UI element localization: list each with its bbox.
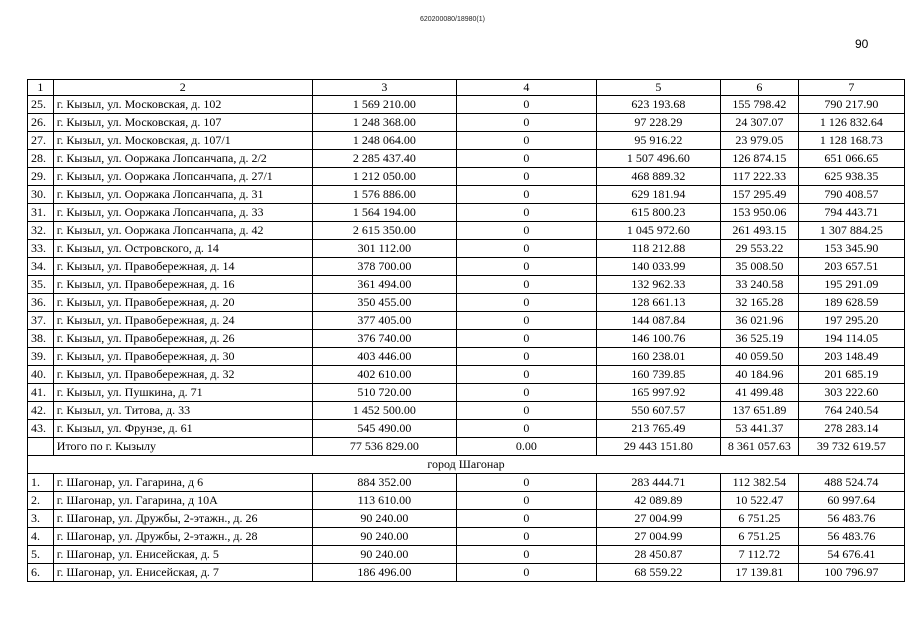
table-cell: 0 xyxy=(456,168,596,186)
table-cell: 10 522.47 xyxy=(721,492,799,510)
total-row xyxy=(28,438,905,456)
table-row xyxy=(28,312,905,330)
table-cell: г. Кызыл, ул. Правобережная, д. 32 xyxy=(53,366,312,384)
table-cell: 201 685.19 xyxy=(798,366,904,384)
table-cell: 144 087.84 xyxy=(596,312,720,330)
table-cell: 33. xyxy=(28,240,54,258)
table-cell: 1. xyxy=(28,474,54,492)
table-cell: 26. xyxy=(28,114,54,132)
table-cell: 550 607.57 xyxy=(596,402,720,420)
table-row xyxy=(28,474,905,492)
table-cell: 377 405.00 xyxy=(312,312,456,330)
table-cell: 30. xyxy=(28,186,54,204)
table-cell: 27. xyxy=(28,132,54,150)
table-cell: 155 798.42 xyxy=(721,96,799,114)
table-cell: 0 xyxy=(456,384,596,402)
table-cell: 0 xyxy=(456,96,596,114)
table-cell: г. Кызыл, ул. Московская, д. 107 xyxy=(53,114,312,132)
table-cell: 117 222.33 xyxy=(721,168,799,186)
table-cell: 1 248 368.00 xyxy=(312,114,456,132)
table-cell: 36 525.19 xyxy=(721,330,799,348)
table-cell: 36 021.96 xyxy=(721,312,799,330)
table-cell: 6 751.25 xyxy=(721,510,799,528)
table-row xyxy=(28,222,905,240)
table-row xyxy=(28,528,905,546)
table-cell: 126 874.15 xyxy=(721,150,799,168)
table-cell: 0 xyxy=(456,564,596,582)
table-cell xyxy=(28,438,54,456)
page-number: 90 xyxy=(855,37,869,51)
table-cell: 97 228.29 xyxy=(596,114,720,132)
table-cell: г. Кызыл, ул. Правобережная, д. 26 xyxy=(53,330,312,348)
table-cell: 40 184.96 xyxy=(721,366,799,384)
table-cell: г. Шагонар, ул. Гагарина, д 6 xyxy=(53,474,312,492)
table-cell: 137 651.89 xyxy=(721,402,799,420)
table-cell: 153 950.06 xyxy=(721,204,799,222)
table-cell: 29 553.22 xyxy=(721,240,799,258)
table-cell: 1 569 210.00 xyxy=(312,96,456,114)
table-row xyxy=(28,348,905,366)
table-cell: г. Кызыл, ул. Титова, д. 33 xyxy=(53,402,312,420)
table-cell: 38. xyxy=(28,330,54,348)
table-cell: г. Кызыл, ул. Ооржака Лопсанчапа, д. 27/1 xyxy=(53,168,312,186)
table-cell: 153 345.90 xyxy=(798,240,904,258)
table-cell: 361 494.00 xyxy=(312,276,456,294)
table-cell: 510 720.00 xyxy=(312,384,456,402)
table-cell: 3. xyxy=(28,510,54,528)
table-row xyxy=(28,402,905,420)
table-row xyxy=(28,240,905,258)
table-cell: 17 139.81 xyxy=(721,564,799,582)
table-cell: 283 444.71 xyxy=(596,474,720,492)
table-row xyxy=(28,330,905,348)
table-cell: г. Кызыл, ул. Правобережная, д. 20 xyxy=(53,294,312,312)
table-cell: 6 751.25 xyxy=(721,528,799,546)
table-cell: 56 483.76 xyxy=(798,528,904,546)
table-cell: 0 xyxy=(456,546,596,564)
table-cell: 1 452 500.00 xyxy=(312,402,456,420)
table-row xyxy=(28,150,905,168)
table-cell: 165 997.92 xyxy=(596,384,720,402)
table-cell: 40. xyxy=(28,366,54,384)
table-cell: 0 xyxy=(456,366,596,384)
table-cell: 1 307 884.25 xyxy=(798,222,904,240)
table-cell: г. Кызыл, ул. Островского, д. 14 xyxy=(53,240,312,258)
table-cell: 77 536 829.00 xyxy=(312,438,456,456)
table-row xyxy=(28,294,905,312)
table-cell: 301 112.00 xyxy=(312,240,456,258)
table-cell: 0 xyxy=(456,222,596,240)
table-cell: 1 212 050.00 xyxy=(312,168,456,186)
table-cell: 39. xyxy=(28,348,54,366)
table-cell: 0 xyxy=(456,276,596,294)
table-cell: 2. xyxy=(28,492,54,510)
table-cell: 278 283.14 xyxy=(798,420,904,438)
table-row xyxy=(28,258,905,276)
table-cell: 4. xyxy=(28,528,54,546)
table-cell: 28 450.87 xyxy=(596,546,720,564)
table-cell: 0 xyxy=(456,330,596,348)
table-cell: 29. xyxy=(28,168,54,186)
table-cell: 790 408.57 xyxy=(798,186,904,204)
table-cell: 23 979.05 xyxy=(721,132,799,150)
table-cell: 132 962.33 xyxy=(596,276,720,294)
table-cell: г. Кызыл, ул. Ооржака Лопсанчапа, д. 33 xyxy=(53,204,312,222)
table-row xyxy=(28,564,905,582)
table-cell: г. Кызыл, ул. Ооржака Лопсанчапа, д. 2/2 xyxy=(53,150,312,168)
table-cell: 1 xyxy=(28,80,54,96)
table-cell: 189 628.59 xyxy=(798,294,904,312)
table-cell: 41 499.48 xyxy=(721,384,799,402)
table-cell: г. Кызыл, ул. Ооржака Лопсанчапа, д. 42 xyxy=(53,222,312,240)
table-row xyxy=(28,384,905,402)
table-cell: 29 443 151.80 xyxy=(596,438,720,456)
table-cell: 794 443.71 xyxy=(798,204,904,222)
table-cell: 27 004.99 xyxy=(596,510,720,528)
table-cell: 31. xyxy=(28,204,54,222)
table-cell: 1 128 168.73 xyxy=(798,132,904,150)
table-cell: 32 165.28 xyxy=(721,294,799,312)
table-row xyxy=(28,96,905,114)
table-cell: 1 564 194.00 xyxy=(312,204,456,222)
table-cell: 0 xyxy=(456,492,596,510)
table-cell: 7 xyxy=(798,80,904,96)
table-cell: 625 938.35 xyxy=(798,168,904,186)
table-cell: 545 490.00 xyxy=(312,420,456,438)
table-row xyxy=(28,366,905,384)
table-cell: 7 112.72 xyxy=(721,546,799,564)
table-cell: 0 xyxy=(456,312,596,330)
table-cell: г. Кызыл, ул. Ооржака Лопсанчапа, д. 31 xyxy=(53,186,312,204)
table-row xyxy=(28,420,905,438)
table-cell: 651 066.65 xyxy=(798,150,904,168)
table-cell: 60 997.64 xyxy=(798,492,904,510)
table-cell: 43. xyxy=(28,420,54,438)
table-cell: 1 126 832.64 xyxy=(798,114,904,132)
document-code: 620200080/18980(1) xyxy=(419,16,485,23)
table-cell: 140 033.99 xyxy=(596,258,720,276)
table-cell: 118 212.88 xyxy=(596,240,720,258)
table-row xyxy=(28,546,905,564)
table-cell: 2 285 437.40 xyxy=(312,150,456,168)
table-cell: 194 114.05 xyxy=(798,330,904,348)
table-cell: 90 240.00 xyxy=(312,528,456,546)
table-cell: 764 240.54 xyxy=(798,402,904,420)
table-cell: 90 240.00 xyxy=(312,546,456,564)
table-cell: 6 xyxy=(721,80,799,96)
table-cell: 0 xyxy=(456,150,596,168)
table-cell: 790 217.90 xyxy=(798,96,904,114)
table-cell: 0 xyxy=(456,204,596,222)
table-row xyxy=(28,132,905,150)
table-cell: 0 xyxy=(456,240,596,258)
table-header-row xyxy=(28,80,905,96)
table-cell: 195 291.09 xyxy=(798,276,904,294)
table-cell: 350 455.00 xyxy=(312,294,456,312)
table-cell: 1 507 496.60 xyxy=(596,150,720,168)
table-cell: 39 732 619.57 xyxy=(798,438,904,456)
table-cell: 37. xyxy=(28,312,54,330)
table-cell: 488 524.74 xyxy=(798,474,904,492)
table-cell: г. Кызыл, ул. Правобережная, д. 30 xyxy=(53,348,312,366)
section-title-row xyxy=(28,456,905,474)
table-cell: 0.00 xyxy=(456,438,596,456)
table-cell: 403 446.00 xyxy=(312,348,456,366)
table-cell: 90 240.00 xyxy=(312,510,456,528)
table-cell: г. Кызыл, ул. Правобережная, д. 24 xyxy=(53,312,312,330)
data-table xyxy=(27,79,905,582)
table-cell: 0 xyxy=(456,294,596,312)
table-cell: 112 382.54 xyxy=(721,474,799,492)
table-cell: 33 240.58 xyxy=(721,276,799,294)
table-cell: 2 xyxy=(53,80,312,96)
table-cell: 0 xyxy=(456,528,596,546)
table-cell: г. Кызыл, ул. Фрунзе, д. 61 xyxy=(53,420,312,438)
table-cell: 95 916.22 xyxy=(596,132,720,150)
table-cell: 0 xyxy=(456,348,596,366)
table-cell: 3 xyxy=(312,80,456,96)
section-title: город Шагонар xyxy=(28,456,905,474)
table-row xyxy=(28,204,905,222)
table-cell: 884 352.00 xyxy=(312,474,456,492)
table-cell: 4 xyxy=(456,80,596,96)
table-cell: г. Кызыл, ул. Правобережная, д. 14 xyxy=(53,258,312,276)
table-cell: г. Шагонар, ул. Гагарина, д 10А xyxy=(53,492,312,510)
table-cell: Итого по г. Кызылу xyxy=(53,438,312,456)
table-cell: 0 xyxy=(456,474,596,492)
table-cell: 35 008.50 xyxy=(721,258,799,276)
table-cell: 160 238.01 xyxy=(596,348,720,366)
table-cell: 68 559.22 xyxy=(596,564,720,582)
table-cell: 54 676.41 xyxy=(798,546,904,564)
table-cell: 629 181.94 xyxy=(596,186,720,204)
table-row xyxy=(28,510,905,528)
table-cell: 36. xyxy=(28,294,54,312)
table-cell: 56 483.76 xyxy=(798,510,904,528)
table-row xyxy=(28,114,905,132)
table-cell: 160 739.85 xyxy=(596,366,720,384)
table-cell: 146 100.76 xyxy=(596,330,720,348)
table-cell: 0 xyxy=(456,114,596,132)
table-cell: 41. xyxy=(28,384,54,402)
table-cell: г. Кызыл, ул. Пушкина, д. 71 xyxy=(53,384,312,402)
table-cell: 35. xyxy=(28,276,54,294)
table-cell: г. Шагонар, ул. Дружбы, 2-этажн., д. 28 xyxy=(53,528,312,546)
table-cell: 213 765.49 xyxy=(596,420,720,438)
table-cell: 303 222.60 xyxy=(798,384,904,402)
table-cell: 1 045 972.60 xyxy=(596,222,720,240)
table-cell: 5. xyxy=(28,546,54,564)
table-cell: 28. xyxy=(28,150,54,168)
table-cell: г. Шагонар, ул. Енисейская, д. 5 xyxy=(53,546,312,564)
table-cell: 0 xyxy=(456,132,596,150)
table-cell: 0 xyxy=(456,258,596,276)
table-cell: 203 148.49 xyxy=(798,348,904,366)
table-cell: 1 576 886.00 xyxy=(312,186,456,204)
table-cell: 0 xyxy=(456,402,596,420)
table-cell: г. Шагонар, ул. Енисейская, д. 7 xyxy=(53,564,312,582)
table-cell: 40 059.50 xyxy=(721,348,799,366)
table-cell: г. Кызыл, ул. Московская, д. 107/1 xyxy=(53,132,312,150)
table-row xyxy=(28,186,905,204)
table-cell: 0 xyxy=(456,510,596,528)
table-row xyxy=(28,492,905,510)
table-cell: 25. xyxy=(28,96,54,114)
table-cell: 6. xyxy=(28,564,54,582)
table-cell: 100 796.97 xyxy=(798,564,904,582)
table-cell: 402 610.00 xyxy=(312,366,456,384)
table-cell: г. Кызыл, ул. Правобережная, д. 16 xyxy=(53,276,312,294)
table-cell: 468 889.32 xyxy=(596,168,720,186)
table-cell: 53 441.37 xyxy=(721,420,799,438)
table-cell: 378 700.00 xyxy=(312,258,456,276)
table-cell: 128 661.13 xyxy=(596,294,720,312)
table-cell: 0 xyxy=(456,186,596,204)
table-cell: 623 193.68 xyxy=(596,96,720,114)
table-cell: 32. xyxy=(28,222,54,240)
table-cell: г. Кызыл, ул. Московская, д. 102 xyxy=(53,96,312,114)
table-cell: 2 615 350.00 xyxy=(312,222,456,240)
table-row xyxy=(28,168,905,186)
table-cell: 157 295.49 xyxy=(721,186,799,204)
table-cell: 261 493.15 xyxy=(721,222,799,240)
table-cell: 197 295.20 xyxy=(798,312,904,330)
table-cell: г. Шагонар, ул. Дружбы, 2-этажн., д. 26 xyxy=(53,510,312,528)
table-cell: 42. xyxy=(28,402,54,420)
table-cell: 113 610.00 xyxy=(312,492,456,510)
table-cell: 1 248 064.00 xyxy=(312,132,456,150)
table-cell: 203 657.51 xyxy=(798,258,904,276)
table-cell: 27 004.99 xyxy=(596,528,720,546)
table-cell: 186 496.00 xyxy=(312,564,456,582)
table-cell: 376 740.00 xyxy=(312,330,456,348)
table-cell: 42 089.89 xyxy=(596,492,720,510)
table-cell: 5 xyxy=(596,80,720,96)
table-cell: 34. xyxy=(28,258,54,276)
table-cell: 24 307.07 xyxy=(721,114,799,132)
table-cell: 615 800.23 xyxy=(596,204,720,222)
table-cell: 0 xyxy=(456,420,596,438)
table-row xyxy=(28,276,905,294)
table-cell: 8 361 057.63 xyxy=(721,438,799,456)
